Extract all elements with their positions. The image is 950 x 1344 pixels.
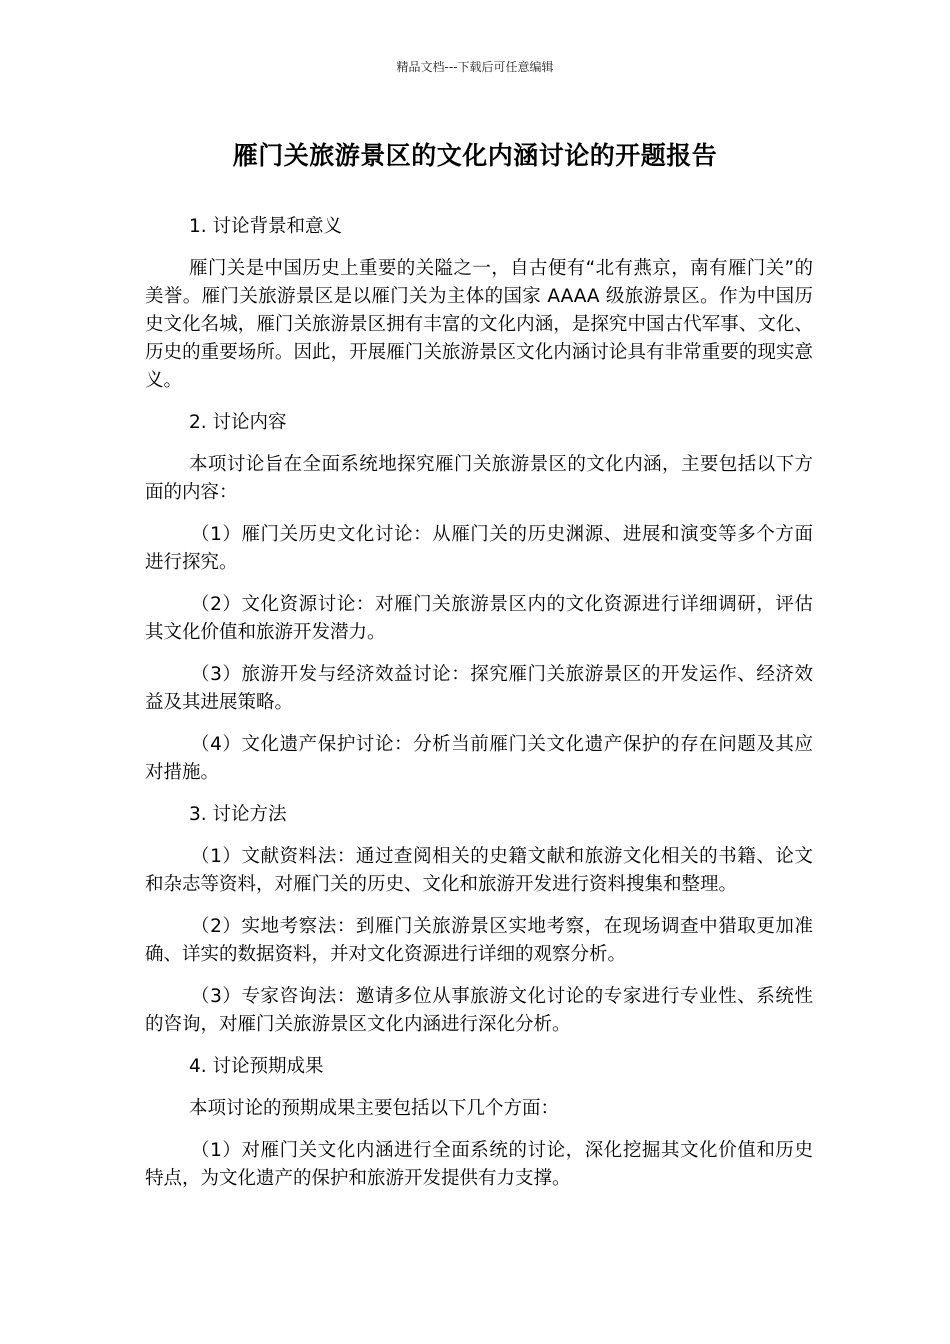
list-item-content-4: （4）文化遗产保护讨论：分析当前雁门关文化遗产保护的存在问题及其应对措施。 (145, 734, 813, 783)
list-item-method-2: （2）实地考察法：到雁门关旅游景区实地考察，在现场调查中猎取更加准确、详实的数据资料，并对文化资源进行详细的观察分析。 (145, 916, 813, 965)
section-heading-content: 2. 讨论内容 (189, 412, 287, 433)
list-item-method-1: （1）文献资料法：通过查阅相关的史籍文献和旅游文化相关的书籍、论文和杂志等资料，对雁门关的历史、文化和旅游开发进行资料搜集和整理。 (145, 846, 813, 895)
document-title: 雁门关旅游景区的文化内涵讨论的开题报告 (232, 141, 718, 170)
list-item-content-2: （2）文化资源讨论：对雁门关旅游景区内的文化资源进行详细调研，评估其文化价值和旅游开发潜力。 (145, 594, 813, 643)
document-body (145, 213, 813, 1207)
header-note: 精品文档---下载后可任意编辑 (396, 60, 554, 74)
list-item-content-1: （1）雁门关历史文化讨论：从雁门关的历史渊源、进展和演变等多个方面进行探究。 (145, 524, 813, 573)
section-heading-methods: 3. 讨论方法 (189, 804, 287, 825)
paragraph-content-intro: 本项讨论旨在全面系统地探究雁门关旅游景区的文化内涵，主要包括以下方面的内容： (145, 454, 813, 503)
section-heading-outcomes: 4. 讨论预期成果 (189, 1056, 324, 1077)
list-item-content-3: （3）旅游开发与经济效益讨论：探究雁门关旅游景区的开发运作、经济效益及其进展策略。 (145, 664, 813, 713)
paragraph-background: 雁门关是中国历史上重要的关隘之一，自古便有“北有燕京，南有雁门关”的美誉。雁门关旅游景区是以雁门关为主体的国家 AAAA 级旅游景区。作为中国历史文化名城，雁门关旅游景区拥有丰富的文化内涵，是探究中国古代军事、文化、历史的重要场所。因此，开展雁门关旅游景区文化内涵讨论具有非常重要的现实意义。 (145, 258, 813, 391)
list-item-outcome-1: （1）对雁门关文化内涵进行全面系统的讨论，深化挖掘其文化价值和历史特点，为文化遗产的保护和旅游开发提供有力支撑。 (145, 1140, 813, 1189)
section-heading-background: 1. 讨论背景和意义 (189, 216, 343, 237)
paragraph-outcomes-intro: 本项讨论的预期成果主要包括以下几个方面： (189, 1098, 560, 1119)
list-item-method-3: （3）专家咨询法：邀请多位从事旅游文化讨论的专家进行专业性、系统性的咨询，对雁门关旅游景区文化内涵进行深化分析。 (145, 986, 813, 1035)
